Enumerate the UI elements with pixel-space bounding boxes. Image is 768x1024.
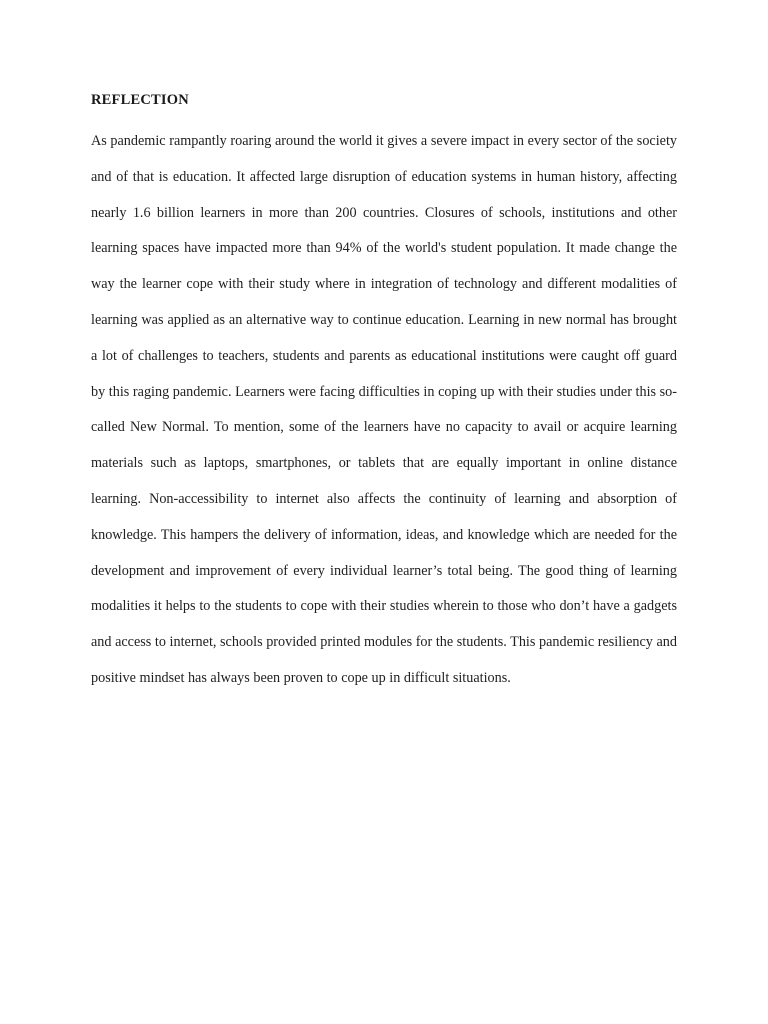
reflection-paragraph: As pandemic rampantly roaring around the world it gives a severe impact in every sector of the society and of that is education. It affected large disruption of education systems in human history, affecting nearly 1.6 billion learners in more than 200 countries. Closures of schools, institutions and other learning spaces have impacted more than 94% of the world's student population. It made change the way the learner cope with their study where in integration of technology and different modalities of learning was applied as an alternative way to continue education. Learning in new normal has brought a lot of challenges to teachers, students and parents as educational institutions were caught off guard by this raging pandemic. Learners were facing difficulties in coping up with their studies under this so-called New Normal. To mention, some of the learners have no capacity to avail or acquire learning materials such as laptops, smartphones, or tablets that are equally important in online distance learning. Non-accessibility to internet also affects the continuity of learning and absorption of knowledge. This hampers the delivery of information, ideas, and knowledge which are needed for the development and improvement of every individual learner’s total being. The good thing of learning modalities it helps to the students to cope with their studies wherein to those who don’t have a gadgets and access to internet, schools provided printed modules for the students. This pandemic resiliency and positive mindset has always been proven to cope up in difficult situations. — [91, 133, 677, 686]
document-title: REFLECTION — [91, 92, 189, 108]
